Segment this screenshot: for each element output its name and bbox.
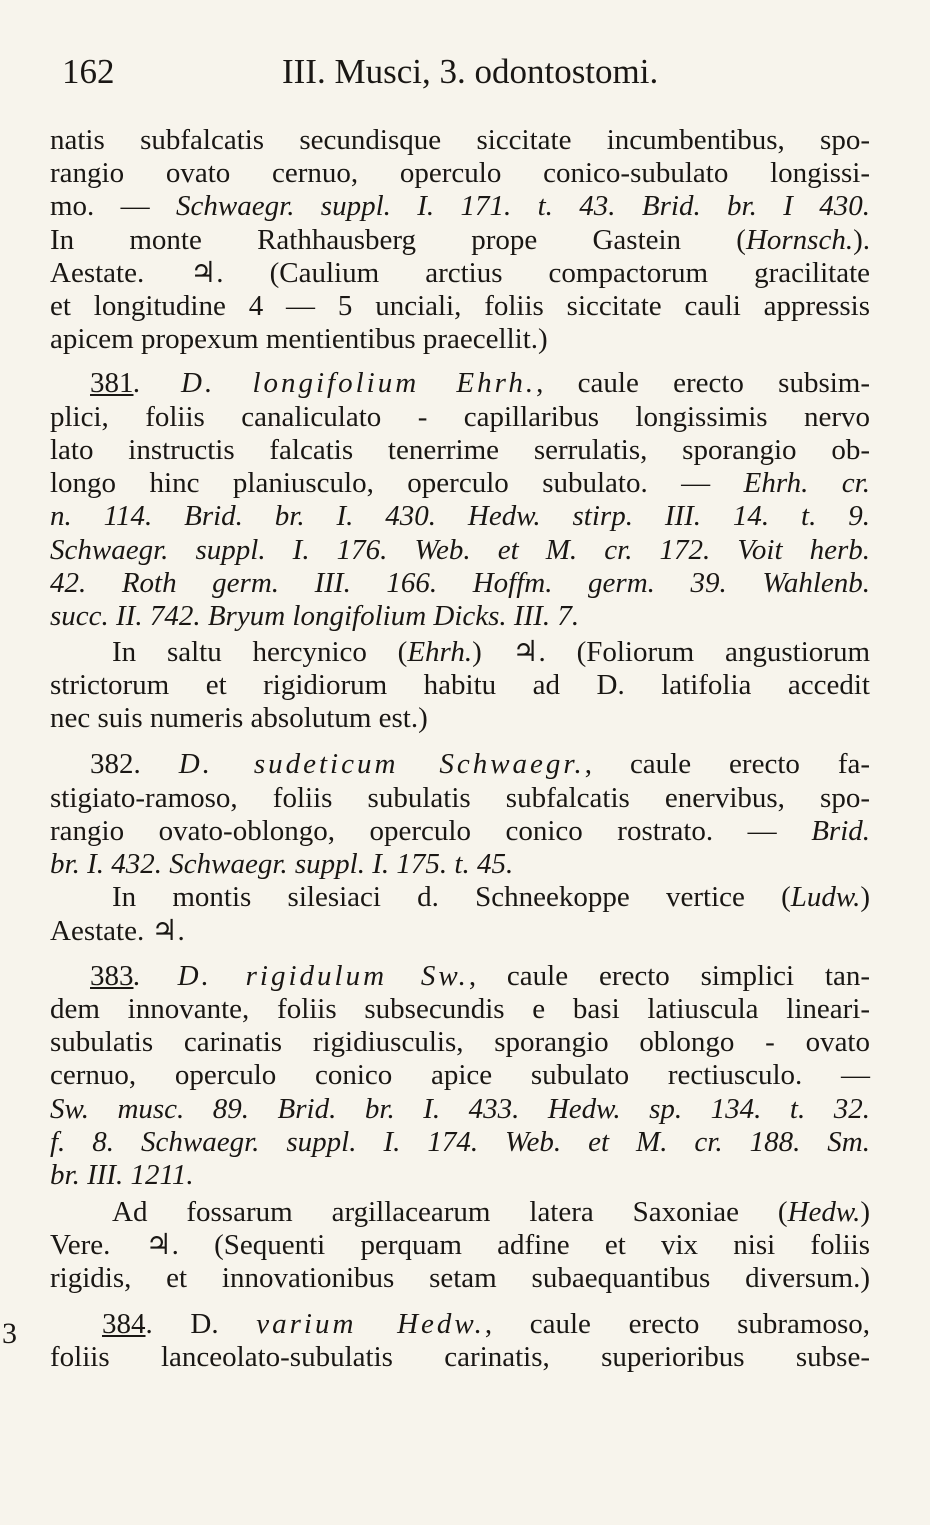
text-line: natis subfalcatis secundisque siccitate incumbentibus, spo- <box>50 124 870 156</box>
text-line: mo. — Schwaegr. suppl. I. 171. t. 43. Brid. br. I 430. <box>50 190 871 222</box>
citation-line: Schwaegr. suppl. I. 176. Web. et M. cr. 172. Voit herb. <box>50 534 870 566</box>
citation-line: br. III. 1211. <box>50 1159 194 1191</box>
text-line: Aestate. ♃. (Caulium arctius compactorum gracilitate <box>50 257 870 289</box>
citation-line: Sw. musc. 89. Brid. br. I. 433. Hedw. sp. 134. t. 32. <box>50 1093 870 1125</box>
species-heading-381: 381. D. longifolium Ehrh., caule erecto subsim- <box>50 365 870 401</box>
text-line: In montis silesiaci d. Schneekoppe vertice (Ludw.) <box>112 881 870 913</box>
species-name: varium Hedw. <box>256 1308 485 1340</box>
text-line: longo hinc planiusculo, operculo subulato. — Ehrh. cr. <box>50 467 870 499</box>
citation: Schwaegr. suppl. I. 171. t. 43. Brid. br. I 430. <box>176 190 871 222</box>
text-line: apicem propexum mentientibus praecellit.) <box>50 323 548 355</box>
entry-number: 383 <box>90 960 134 992</box>
text-line: Aestate. ♃. <box>50 915 185 947</box>
margin-mark: 3 <box>2 1317 17 1350</box>
collector-name: Ludw. <box>790 881 861 913</box>
entry-number: 381 <box>90 367 134 399</box>
text-line: stigiato-ramoso, foliis subulatis subfalcatis enervibus, spo- <box>50 782 870 814</box>
species-name: D. sudeticum Schwaegr. <box>178 748 585 780</box>
text-line: strictorum et rigidiorum habitu ad D. latifolia accedit <box>50 669 870 701</box>
species-heading-383: 383. D. rigidulum Sw., caule erecto simplici tan- <box>50 958 870 994</box>
section-title: III. Musci, 3. odontostomi. <box>282 52 659 91</box>
text-line: plici, foliis canaliculato - capillaribus longissimis nervo <box>50 401 870 433</box>
text-line: cernuo, operculo conico apice subulato rectiusculo. — <box>50 1059 870 1091</box>
citation: Ehrh. cr. <box>743 467 870 499</box>
page-number: 162 <box>62 52 115 91</box>
species-name: . D. longifolium Ehrh. <box>133 367 537 399</box>
text-line: lato instructis falcatis tenerrime serrulatis, sporangio ob- <box>50 434 870 466</box>
citation-line: n. 114. Brid. br. I. 430. Hedw. stirp. III. 14. t. 9. <box>50 500 870 532</box>
text-line: In saltu hercynico (Ehrh.) ♃. (Foliorum angustiorum <box>112 636 870 668</box>
running-head <box>62 50 882 94</box>
collector-name: Hornsch. <box>745 224 854 256</box>
collector-name: Ehrh. <box>407 636 473 668</box>
text-line: subulatis carinatis rigidiusculis, sporangio oblongo - ovato <box>50 1026 870 1058</box>
text-line: dem innovante, foliis subsecundis e basi latiuscula lineari- <box>50 993 870 1025</box>
citation-line: br. I. 432. Schwaegr. suppl. I. 175. t. 45. <box>50 848 514 880</box>
text-line: et longitudine 4 — 5 unciali, foliis siccitate cauli appressis <box>50 290 870 322</box>
text-line: In monte Rathhausberg prope Gastein (Hornsch.). <box>50 224 870 256</box>
text-line: rangio ovato cernuo, operculo conico-subulato longissi- <box>50 157 870 189</box>
text-line: Vere. ♃. (Sequenti perquam adfine et vix nisi foliis <box>50 1229 870 1261</box>
species-heading-382: 382. D. sudeticum Schwaegr., caule erecto fa- <box>90 748 870 780</box>
citation-line: succ. II. 742. Bryum longifolium Dicks. III. 7. <box>50 600 580 632</box>
citation-line: f. 8. Schwaegr. suppl. I. 174. Web. et M. cr. 188. Sm. <box>50 1126 870 1158</box>
citation-line: 42. Roth germ. III. 166. Hoffm. germ. 39. Wahlenb. <box>50 567 870 599</box>
species-heading-384: 384. D. varium Hedw., caule erecto subramoso, <box>50 1306 870 1342</box>
text-line: rangio ovato-oblongo, operculo conico rostrato. — Brid. <box>50 815 870 847</box>
entry-number: 384 <box>102 1308 146 1340</box>
citation: Brid. <box>811 815 870 847</box>
text-line: Ad fossarum argillacearum latera Saxoniae (Hedw.) <box>112 1196 870 1228</box>
collector-name: Hedw. <box>787 1196 861 1228</box>
text-line: foliis lanceolato-subulatis carinatis, superioribus subse- <box>50 1341 870 1373</box>
text-line: nec suis numeris absolutum est.) <box>50 702 428 734</box>
species-name: . D. rigidulum Sw. <box>133 960 469 992</box>
text-line: rigidis, et innovationibus setam subaequantibus diversum.) <box>50 1262 870 1294</box>
